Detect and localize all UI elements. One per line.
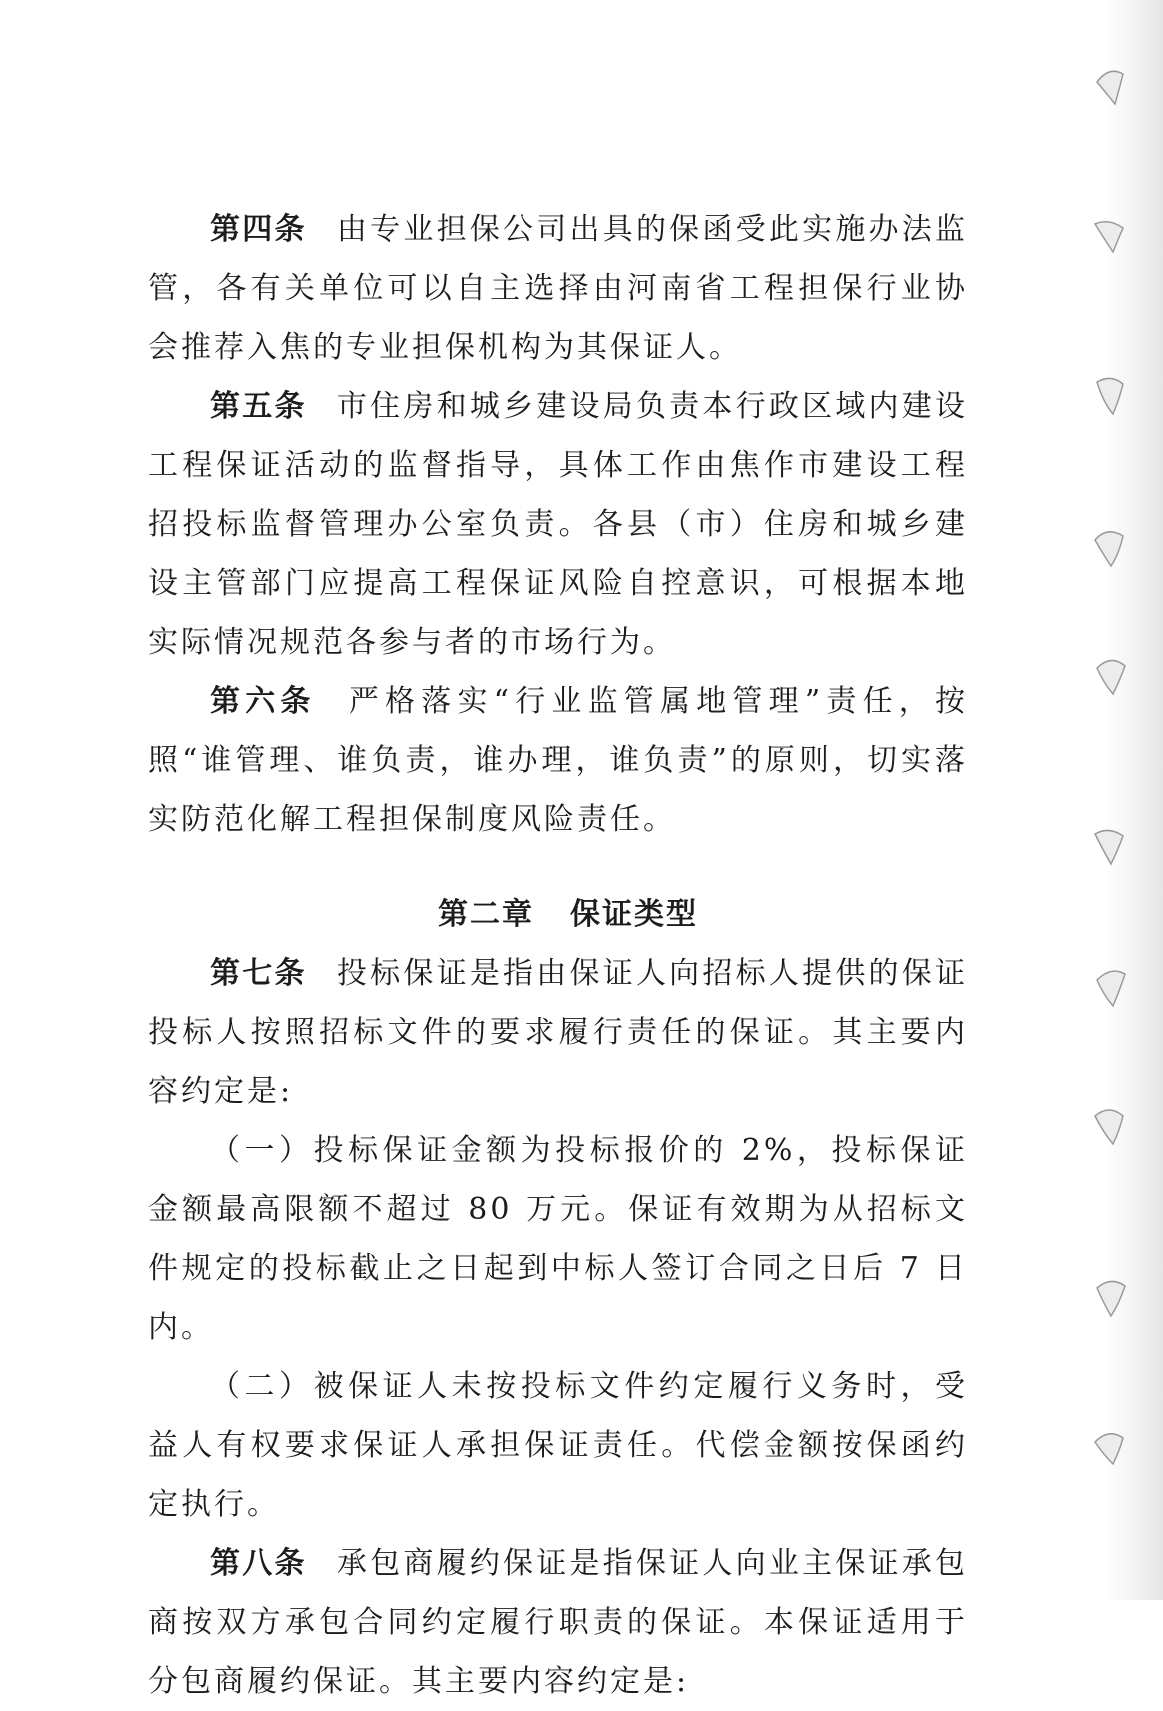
binding-hole-icon	[1089, 210, 1129, 262]
article-label: 第五条	[210, 389, 307, 424]
binding-hole-icon	[1089, 960, 1129, 1012]
binding-hole-icon	[1089, 370, 1129, 422]
binding-hole-icon	[1089, 1100, 1129, 1152]
binding-hole-icon	[1089, 650, 1129, 702]
article-8	[148, 1534, 968, 1711]
article-text: 严格落实“行业监管属地管理”责任，按照“谁管理、谁负责，谁办理，谁负责”的原则，切实落实防范化解工程担保制度风险责任。	[148, 684, 968, 837]
article-label: 第四条	[210, 212, 307, 247]
article-6	[148, 672, 968, 849]
document-body	[148, 200, 968, 1711]
binding-hole-icon	[1089, 1270, 1129, 1322]
article-label: 第七条	[210, 956, 307, 991]
page-edge-shadow	[1105, 0, 1163, 1600]
article-label: 第八条	[210, 1546, 307, 1581]
article-7-item-1: （一）投标保证金额为投标报价的 2%，投标保证金额最高限额不超过 80 万元。保证有效期为从招标文件规定的投标截止之日起到中标人签订合同之日后 7 日内。	[148, 1133, 968, 1345]
binding-hole-icon	[1089, 1420, 1129, 1472]
article-text: 投标保证是指由保证人向招标人提供的保证投标人按照招标文件的要求履行责任的保证。其主要内容约定是:	[148, 956, 969, 1109]
article-5	[148, 377, 968, 672]
binding-hole-icon	[1089, 820, 1129, 872]
article-text: 市住房和城乡建设局负责本行政区域内建设工程保证活动的监督指导，具体工作由焦作市建设工程招投标监督管理办公室负责。各县（市）住房和城乡建设主管部门应提高工程保证风险自控意识，可根据本地实际情况规范各参与者的市场行为。	[148, 389, 969, 660]
binding-hole-icon	[1089, 60, 1129, 112]
article-7	[148, 944, 968, 1121]
article-text: 由专业担保公司出具的保函受此实施办法监管，各有关单位可以自主选择由河南省工程担保行业协会推荐入焦的专业担保机构为其保证人。	[148, 212, 969, 365]
article-label: 第六条	[210, 684, 316, 719]
chapter-number: 第二章	[438, 897, 534, 932]
chapter-heading	[148, 885, 968, 944]
article-7-item-2: （二）被保证人未按投标文件约定履行义务时，受益人有权要求保证人承担保证责任。代偿金额按保函约定执行。	[148, 1369, 968, 1522]
binding-hole-icon	[1089, 520, 1129, 572]
article-text: 承包商履约保证是指保证人向业主保证承包商按双方承包合同约定履行职责的保证。本保证适用于分包商履约保证。其主要内容约定是:	[148, 1546, 969, 1699]
chapter-title: 保证类型	[570, 897, 698, 932]
article-4	[148, 200, 968, 377]
